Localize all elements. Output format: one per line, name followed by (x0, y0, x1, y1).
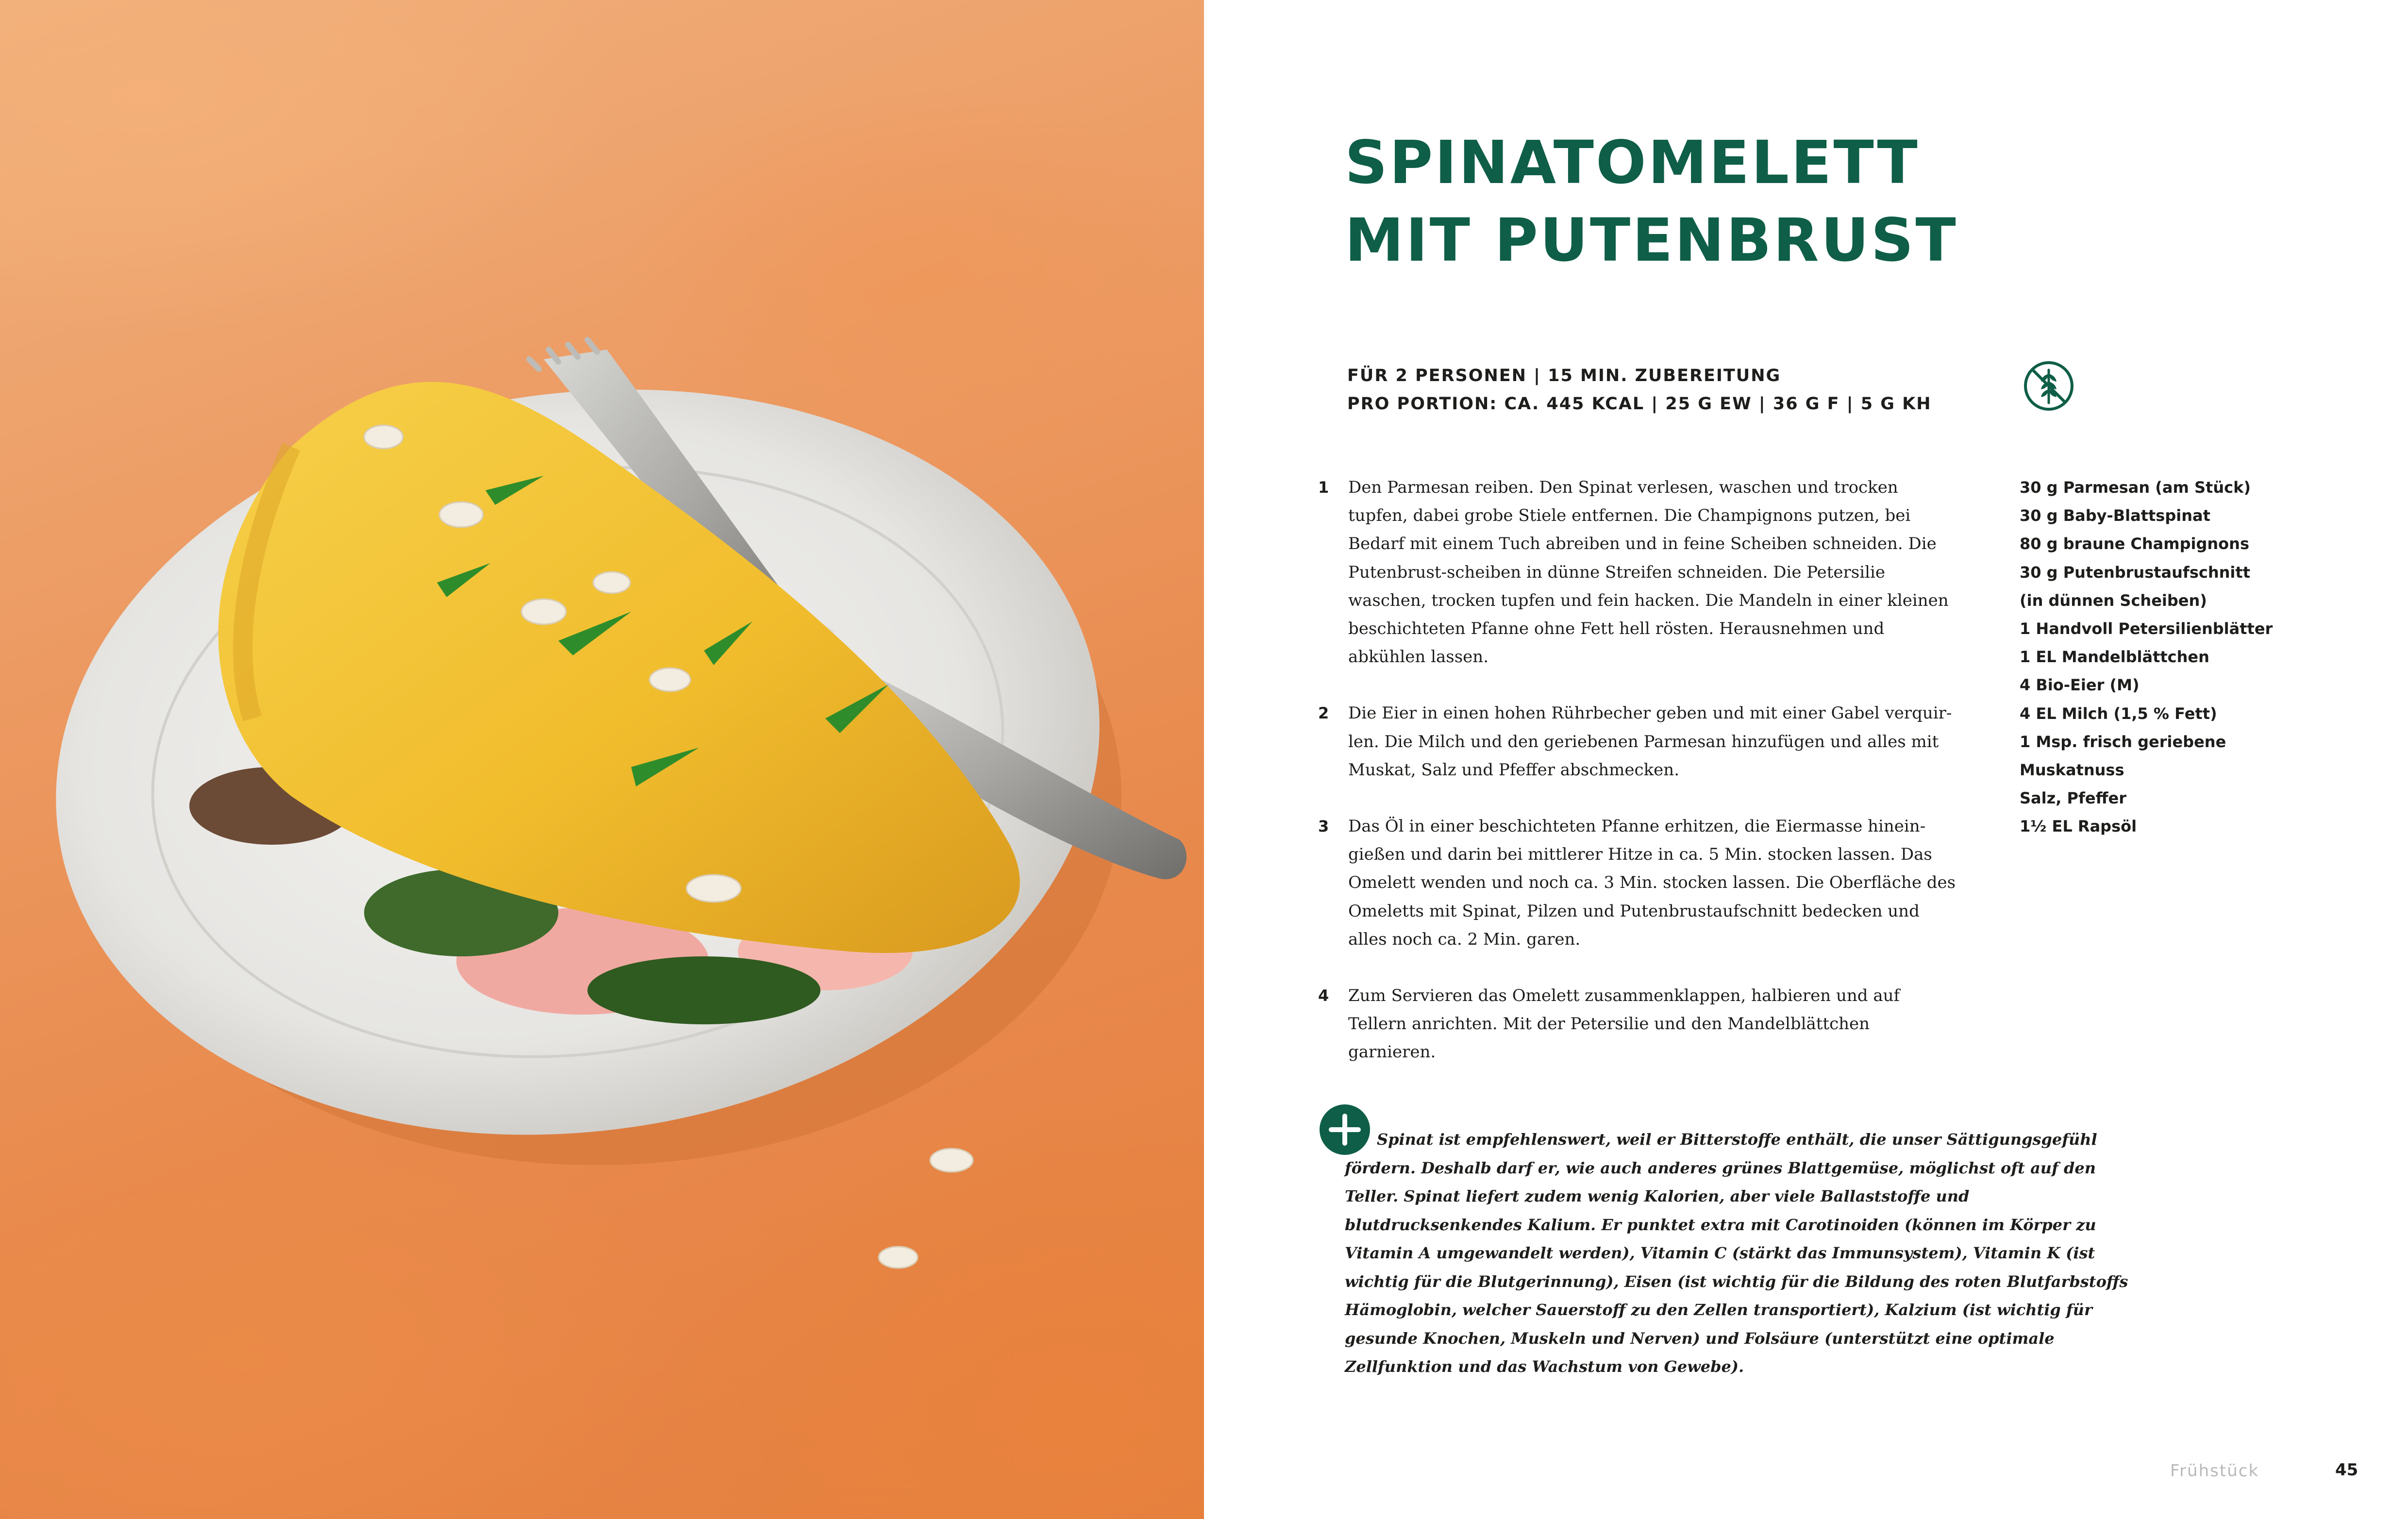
ingredient: 4 Bio-Eier (M) (2020, 676, 2140, 695)
ingredient: 30 g Putenbrustaufschnitt (2020, 563, 2250, 582)
step-3 (1318, 812, 1959, 953)
ingredient: 1 Handvoll Petersilienblätter (2020, 619, 2273, 638)
step-text: Die Eier in einen hohen Rührbecher geben und mit einer Gabel verquir-len. Die Milch und den geriebenen Parmesan hinzufügen und alles mit Muskat, Salz und Pfeffer abschmecken. (1348, 703, 1952, 780)
ingredient: 4 EL Milch (1,5 % Fett) (2020, 704, 2217, 723)
step-2 (1318, 699, 1959, 784)
step-4 (1318, 982, 1959, 1067)
step-number: 4 (1318, 986, 1329, 1005)
ingredient: 1 EL Mandelblättchen (2020, 648, 2209, 667)
ingredient: 1 Msp. frisch geriebene (2020, 732, 2226, 751)
ingredient: 80 g braune Champignons (2020, 534, 2249, 553)
ingredient: 30 g Baby-Blattspinat (2020, 506, 2210, 525)
servings-time-line: FÜR 2 PERSONEN | 15 MIN. ZUBEREITUNG (1347, 366, 1781, 385)
ingredient-list (2020, 473, 2311, 841)
recipe-title-line-2: MIT PUTENBRUST (1345, 206, 1958, 275)
ingredient: 1½ EL Rapsöl (2020, 817, 2137, 836)
recipe-title-line-1: SPINATOMELETT (1345, 128, 1920, 197)
recipe-meta (1347, 362, 1932, 418)
step-number: 2 (1318, 704, 1329, 723)
recipe-title (1345, 124, 1958, 279)
step-number: 1 (1318, 478, 1329, 497)
ingredient: Salz, Pfeffer (2020, 789, 2127, 808)
step-1 (1318, 473, 1959, 671)
ingredient: (in dünnen Scheiben) (2020, 591, 2207, 610)
nutrition-tip: Spinat ist empfehlenswert, weil er Bitterstoffe enthält, die unser Sättigungsgefühl fördern. Deshalb darf er, wie auch anderes grünes Blattgemüse, möglichst oft auf den Teller. Spinat liefert zudem wenig Kalorien, aber viele Ballaststoffe und blutdrucksenkendes Kalium. Er punktet extra mit Carotinoiden (können im Körper zu Vitamin A umgewandelt werden), Vitamin C (stärkt das Immunsystem), Vitamin K (ist wichtig für die Blutgerinnung), Eisen (ist wichtig für die Bildung des roten Blutfarbstoffs Hämoglobin, welcher Sauerstoff zu den Zellen transportiert), Kalzium (ist wichtig für gesunde Knochen, Muskeln und Nerven) und Folsäure (unterstützt eine optimale Zellfunktion und das Wachstum von Gewebe). (1345, 1130, 2128, 1376)
gluten-free-wheat-icon (2022, 359, 2075, 413)
step-text: Zum Servieren das Omelett zusammenklappen, halbieren und auf Tellern anrichten. Mit der Petersilie und den Mandelblättchen garnieren. (1348, 986, 1900, 1062)
ingredient: Muskatnuss (2020, 761, 2124, 780)
footer-section-label: Frühstück (2170, 1461, 2259, 1481)
step-number: 3 (1318, 817, 1329, 836)
ingredient: 30 g Parmesan (am Stück) (2020, 478, 2251, 497)
preparation-steps (1318, 473, 1959, 1095)
step-text: Das Öl in einer beschichteten Pfanne erhitzen, die Eiermasse hinein-gießen und darin bei mittlerer Hitze in ca. 5 Min. stocken lassen. Das Omelett wenden und noch ca. 3 Min. stocken lassen. Die Oberfläche des Omeletts mit Spinat, Pilzen und Putenbrustaufschnitt bedecken und alles noch ca. 2 Min. garen. (1348, 817, 1956, 949)
step-text: Den Parmesan reiben. Den Spinat verlesen, waschen und trocken tupfen, dabei grobe Stiele entfernen. Die Champignons putzen, bei Bedarf mit einem Tuch abreiben und in feine Scheiben schneiden. Die Putenbrust-scheiben in dünne Streifen schneiden. Die Petersilie waschen, trocken tupfen und fein hacken. Die Mandeln in einer kleinen beschichteten Pfanne ohne Fett hell rösten. Herausnehmen und abkühlen lassen. (1348, 478, 1949, 667)
nutrition-line: PRO PORTION: CA. 445 KCAL | 25 G EW | 36 G F | 5 G KH (1347, 394, 1932, 414)
page-number: 45 (2335, 1460, 2358, 1480)
